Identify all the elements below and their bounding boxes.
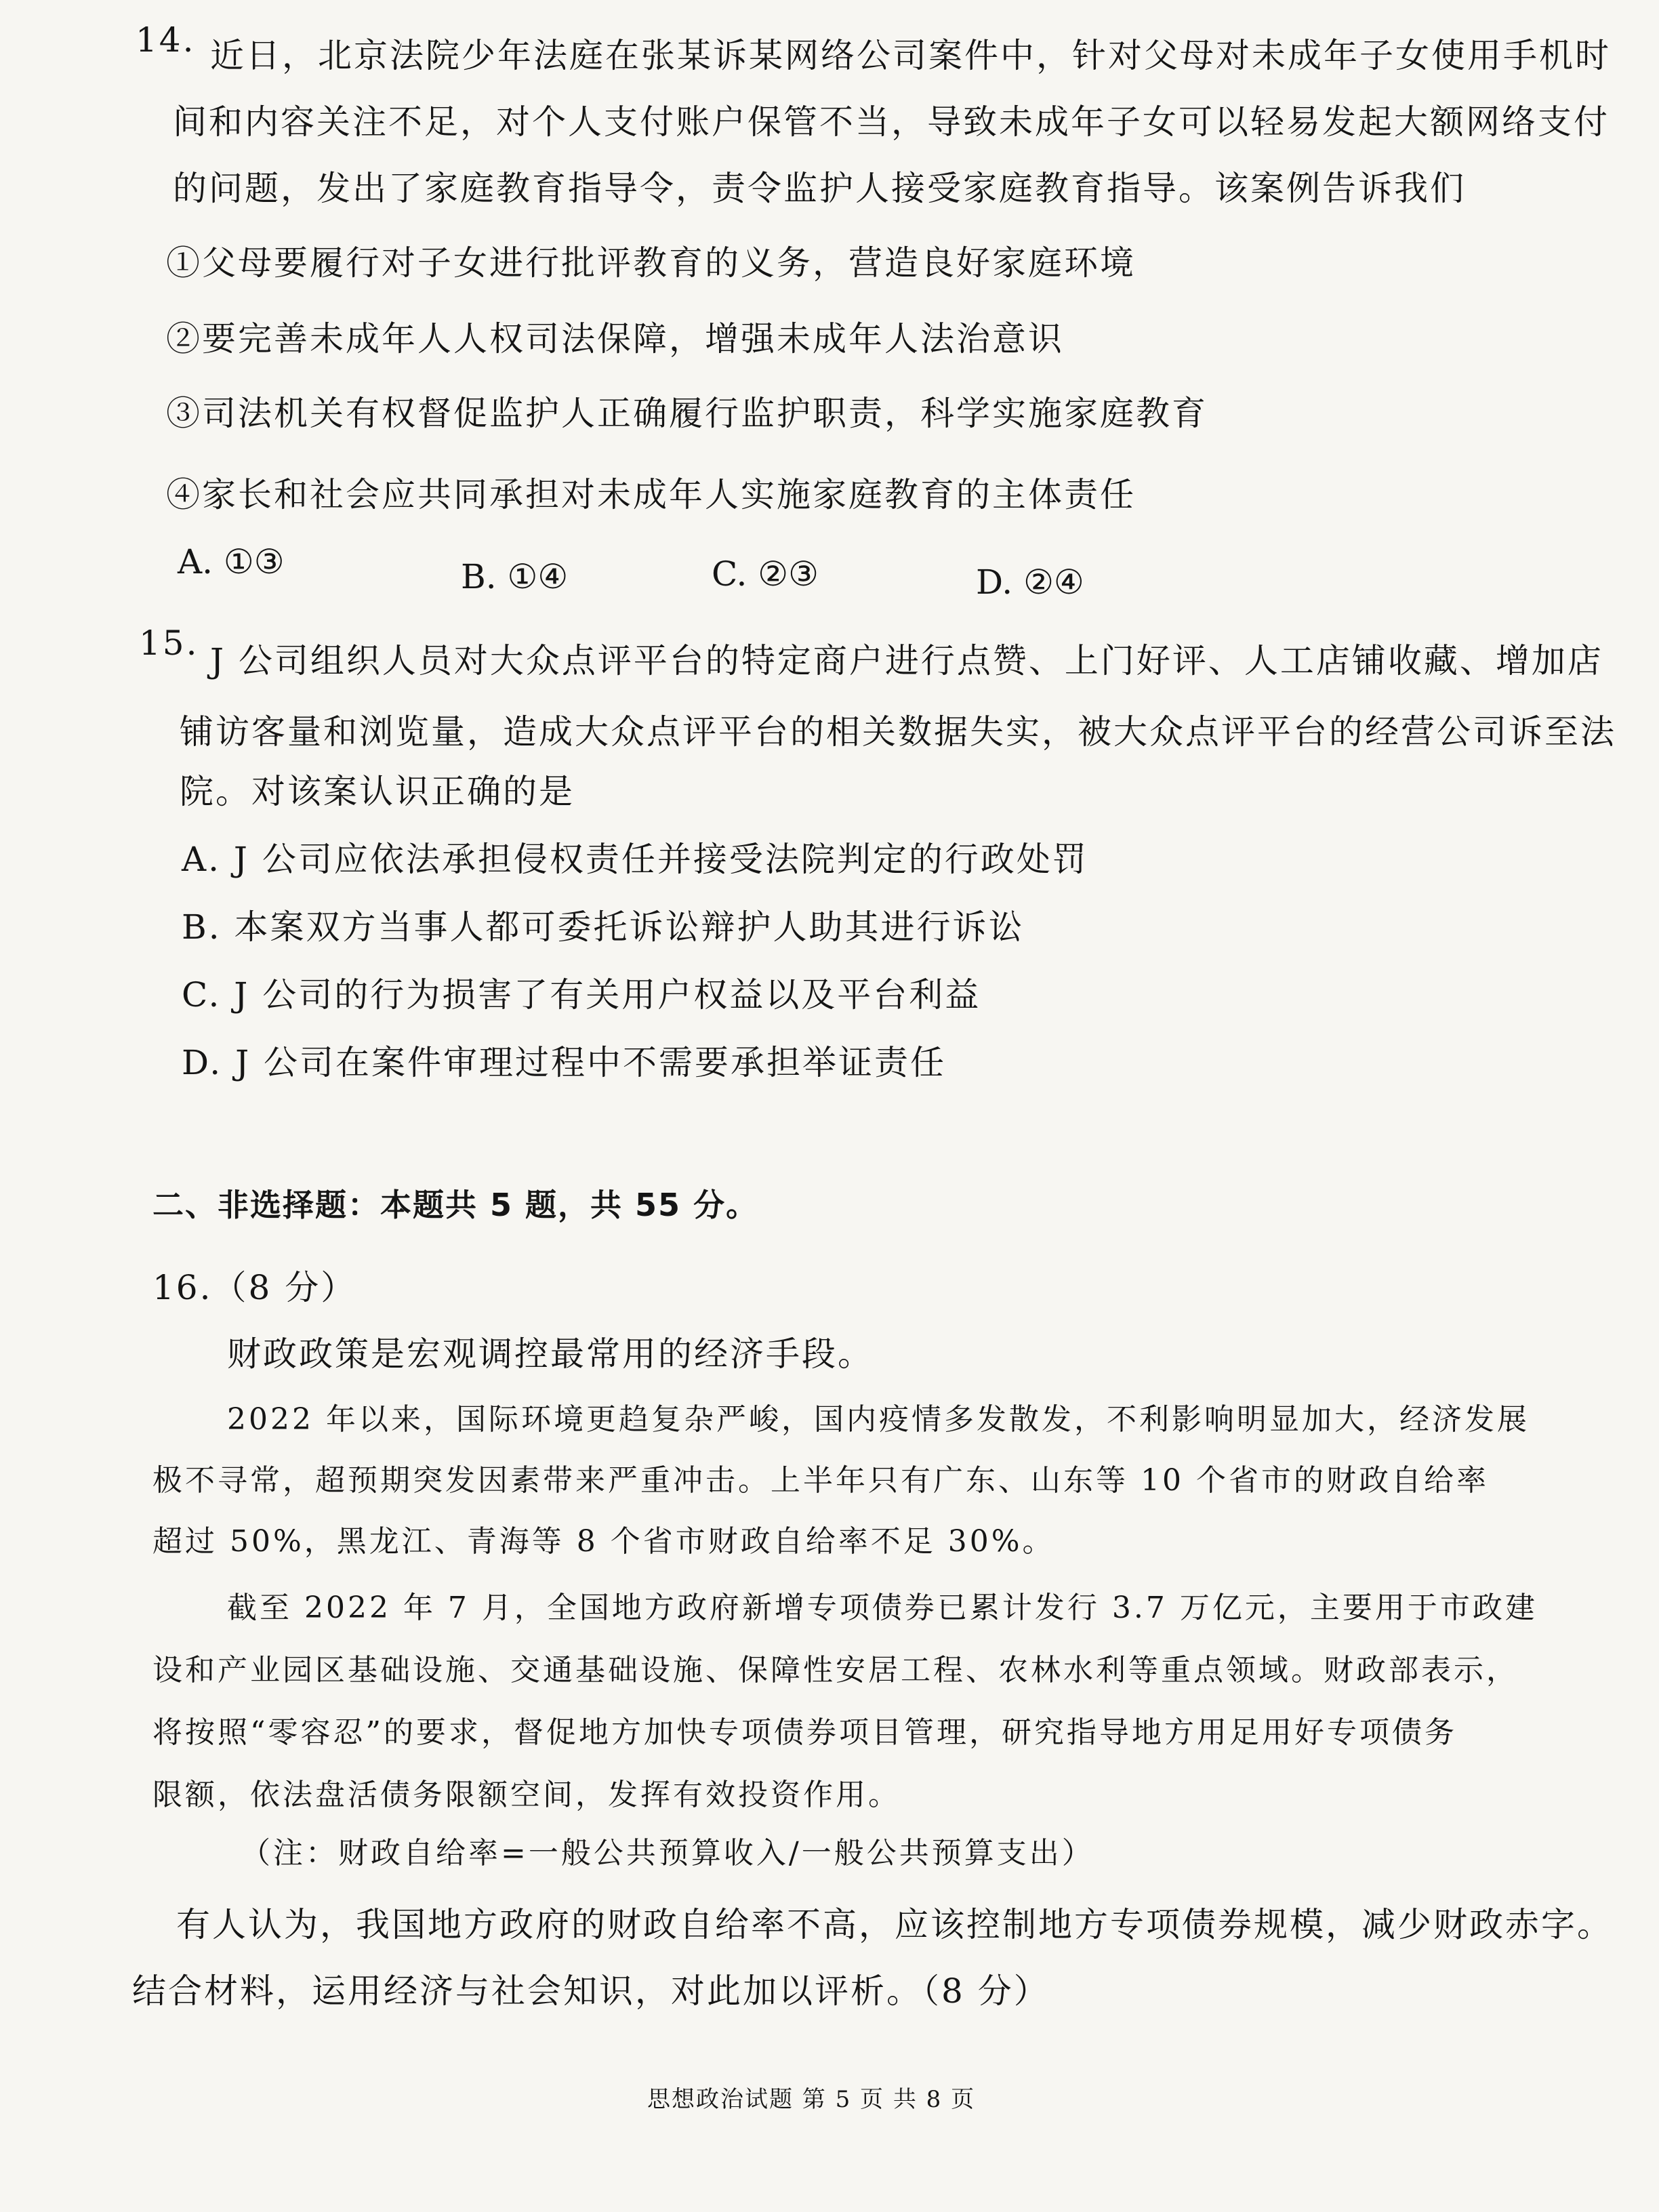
section-2-heading: 二、非选择题：本题共 5 题，共 55 分。 [152,1187,759,1223]
q16-para2-line-2: 设和产业园区基础设施、交通基础设施、保障性安居工程、农林水利等重点领域。财政部表示， [152,1653,1519,1687]
q14-stem-line-2: 间和内容关注不足，对个人支付账户保管不当，导致未成年子女可以轻易发起大额网络支付 [173,102,1610,142]
q15-option-b: B. 本案双方当事人都可委托诉讼辩护人助其进行诉讼 [182,907,1025,947]
q16-question-line-2: 结合材料，运用经济与社会知识，对此加以评析。（8 分） [132,1971,1050,2011]
q14-stem-line-1: 近日，北京法院少年法庭在张某诉某网络公司案件中，针对父母对未成年子女使用手机时 [210,36,1611,75]
q14-choice-d: D. ②④ [976,562,1084,602]
q14-number: 14. [136,20,196,60]
q16-para1-line-2: 极不寻常，超预期突发因素带来严重冲击。上半年只有广东、山东等 10 个省市的财政自给率 [152,1463,1489,1498]
q16-note: （注：财政自给率=一般公共预算收入/一般公共预算支出） [241,1836,1094,1870]
q14-statement-2: ②要完善未成年人人权司法保障，增强未成年人法治意识 [166,319,1064,359]
q16-para1-line-1: 2022 年以来，国际环境更趋复杂严峻，国内疫情多发散发，不利影响明显加大，经济发展 [227,1402,1530,1437]
q14-statement-4: ④家长和社会应共同承担对未成年人实施家庭教育的主体责任 [166,475,1136,514]
q15-stem-line-3: 院。对该案认识正确的是 [180,772,575,811]
q16-question-line-1: 有人认为，我国地方政府的财政自给率不高，应该控制地方专项债券规模，减少财政赤字。 [176,1905,1613,1944]
q14-statement-1: ①父母要履行对子女进行批评教育的义务，营造良好家庭环境 [166,243,1136,283]
q16-intro: 财政政策是宏观调控最常用的经济手段。 [227,1334,874,1374]
q16-para2-line-1: 截至 2022 年 7 月，全国地方政府新增专项债券已累计发行 3.7 万亿元，主要用于市政建 [227,1591,1538,1625]
q14-choice-c: C. ②③ [712,554,819,594]
q16-header: 16.（8 分） [152,1268,357,1307]
q16-para2-line-4: 限额，依法盘活债务限额空间，发挥有效投资作用。 [152,1778,901,1812]
q14-stem-line-3: 的问题，发出了家庭教育指导令，责令监护人接受家庭教育指导。该案例告诉我们 [173,169,1466,208]
q14-statement-3: ③司法机关有权督促监护人正确履行监护职责，科学实施家庭教育 [166,394,1208,433]
q15-stem-line-1: J 公司组织人员对大众点评平台的特定商户进行点赞、上门好评、人工店铺收藏、增加店 [210,641,1603,680]
q15-stem-line-2: 铺访客量和浏览量，造成大众点评平台的相关数据失实，被大众点评平台的经营公司诉至法 [180,712,1616,752]
q16-para2-line-3: 将按照“零容忍”的要求，督促地方加快专项债券项目管理，研究指导地方用足用好专项债务 [152,1715,1457,1750]
page-footer: 思想政治试题 第 5 页 共 8 页 [647,2086,976,2113]
q15-option-a: A. J 公司应依法承担侵权责任并接受法院判定的行政处罚 [182,840,1088,879]
q16-para1-line-3: 超过 50%，黑龙江、青海等 8 个省市财政自给率不足 30%。 [152,1524,1055,1559]
q15-number: 15. [139,623,199,663]
q15-option-c: C. J 公司的行为损害了有关用户权益以及平台利益 [182,975,981,1015]
q15-option-d: D. J 公司在案件审理过程中不需要承担举证责任 [182,1043,947,1082]
q14-choice-b: B. ①④ [461,557,569,596]
q14-choice-a: A. ①③ [178,542,285,581]
